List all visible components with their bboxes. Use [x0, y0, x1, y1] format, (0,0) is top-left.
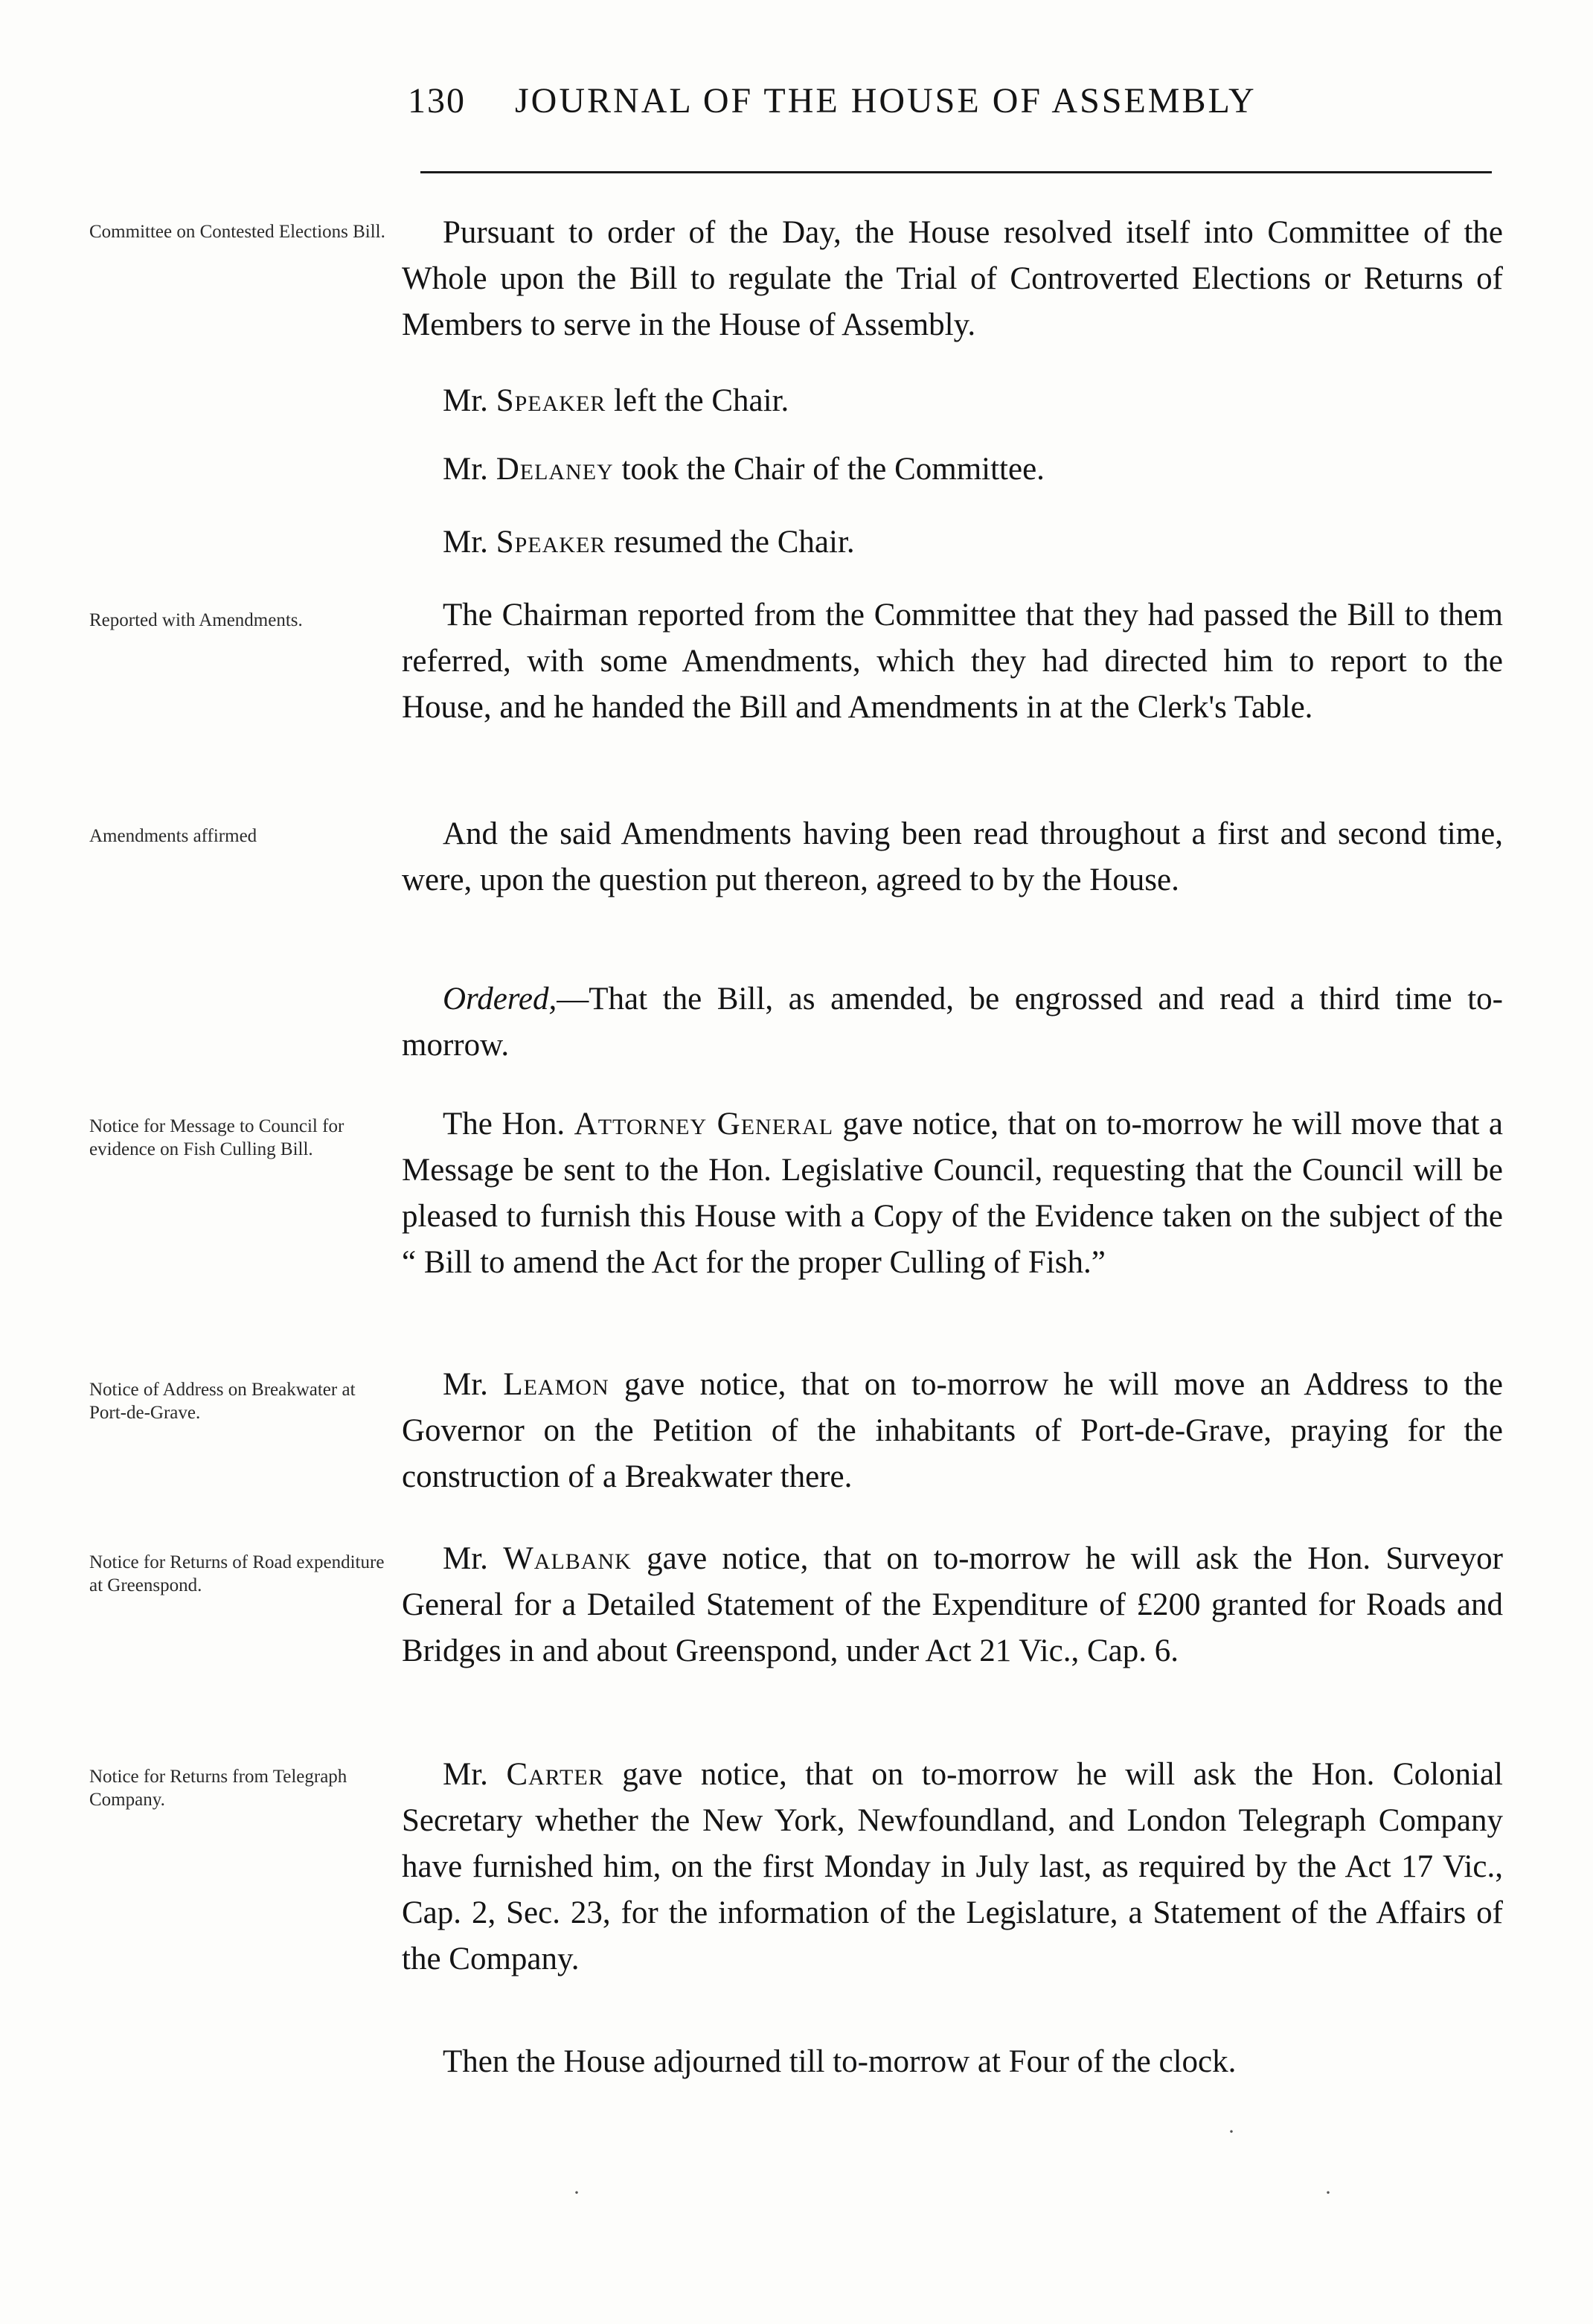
member-name-carter: Carter: [506, 1757, 604, 1792]
page-number: 130: [408, 81, 466, 121]
line-prefix: Mr.: [443, 452, 496, 487]
line-speaker-left-chair: [402, 378, 1503, 424]
paragraph-walbank-notice: [402, 1536, 1503, 1674]
member-name-speaker: Speaker: [496, 383, 606, 418]
paragraph-adjournment: Then the House adjourned till to-morrow at Four of the clock.: [443, 2044, 1237, 2079]
paragraph-attorney-general-notice: [402, 1101, 1503, 1286]
page-header: [408, 80, 1509, 121]
margin-note-telegraph-company: Notice for Returns from Telegraph Company.: [89, 1767, 347, 1810]
margin-note-contested-elections: Committee on Contested Elections Bill.: [89, 222, 385, 242]
notice-prefix: The Hon.: [443, 1107, 574, 1142]
member-name-leamon: Leamon: [503, 1367, 609, 1402]
line-delaney-took-chair: [402, 446, 1503, 493]
scan-speck: ·: [1324, 2180, 1332, 2205]
paragraph-ordered: [402, 976, 1503, 1069]
line-rest: resumed the Chair.: [606, 525, 855, 560]
paragraph-chairman-reported: The Chairman reported from the Committee that they had passed the Bill to them referred, with some Amendments, which they had directed him to report to the House, and he handed the Bill and Amendments in at the Clerk's Table.: [402, 598, 1503, 725]
margin-note-reported-with-amendments: Reported with Amendments.: [89, 610, 303, 630]
margin-note-amendments-affirmed: Amendments affirmed: [89, 826, 257, 846]
notice-prefix: Mr.: [443, 1541, 504, 1576]
line-prefix: Mr.: [443, 525, 496, 560]
notice-text: gave notice, that on to-morrow he will ask the Hon. Surveyor General for a Detailed Statement of the Expenditure of £200 granted for Roads and Bridges in and about Greenspond, under Act 21 Vic., Cap. 6.: [402, 1541, 1503, 1668]
running-title: JOURNAL OF THE HOUSE OF ASSEMBLY: [515, 81, 1257, 121]
scan-speck: ·: [573, 2180, 580, 2205]
member-name-delaney: Delaney: [496, 452, 614, 487]
member-name-attorney-general: Attorney General: [574, 1107, 834, 1142]
ordered-text: —That the Bill, as amended, be engrossed and read a third time to-morrow.: [402, 982, 1503, 1063]
ordered-label: Ordered,: [443, 982, 557, 1017]
line-rest: took the Chair of the Committee.: [613, 452, 1045, 487]
notice-text: gave notice, that on to-morrow he will move that a Message be sent to the Hon. Legislative Council, requesting that the Council will be pleased to furnish this House with a Copy of the Evidence taken on the subject of the “ Bill to amend the Act for the proper Culling of Fish.”: [402, 1107, 1504, 1280]
margin-note-fish-culling: Notice for Message to Council for evidence on Fish Culling Bill.: [89, 1116, 344, 1159]
member-name-speaker: Speaker: [496, 525, 606, 560]
margin-note-road-expenditure: Notice for Returns of Road expenditure at Greenspond.: [89, 1552, 385, 1595]
notice-text: gave notice, that on to-morrow he will ask the Hon. Colonial Secretary whether the New York, Newfoundland, and London Telegraph Company have furnished him, on the first Monday in July last, as required by the Act 17 Vic., Cap. 2, Sec. 23, for the information of the Legislature, a Statement of the Affairs of the Company.: [402, 1757, 1503, 1976]
margin-note-breakwater: Notice of Address on Breakwater at Port-de-Grave.: [89, 1380, 356, 1423]
member-name-walbank: Walbank: [503, 1541, 632, 1576]
header-rule: [420, 171, 1492, 173]
scan-speck: ·: [1228, 2119, 1235, 2144]
notice-text: gave notice, that on to-morrow he will move an Address to the Governor on the Petition of the inhabitants of Port-de-Grave, praying for the construction of a Breakwater there.: [402, 1367, 1503, 1494]
line-prefix: Mr.: [443, 383, 496, 418]
notice-prefix: Mr.: [443, 1367, 504, 1402]
line-rest: left the Chair.: [606, 383, 789, 418]
line-speaker-resumed-chair: [402, 519, 1503, 566]
paragraph-carter-notice: [402, 1752, 1503, 1982]
paragraph-amendments-read: And the said Amendments having been read throughout a first and second time, were, upon the question put thereon, agreed to by the House.: [402, 816, 1503, 897]
paragraph-leamon-notice: [402, 1362, 1503, 1500]
notice-prefix: Mr.: [443, 1757, 507, 1792]
paragraph-committee-of-whole: Pursuant to order of the Day, the House resolved itself into Committee of the Whole upon the Bill to regulate the Trial of Controverted Elections or Returns of Members to serve in the House of Assembly.: [402, 215, 1503, 342]
